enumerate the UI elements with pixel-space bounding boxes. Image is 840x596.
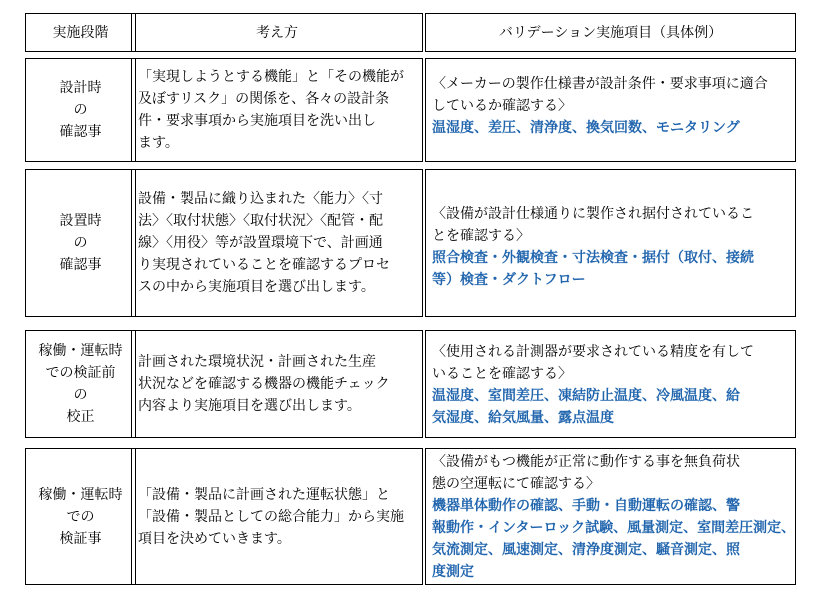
item-line: 気流測定、風速測定、清浄度測定、騒音測定、照 [432,542,740,558]
item-line: 温湿度、室間差圧、凍結防止温度、冷風温度、給 [432,388,740,404]
table-row-stage [25,448,136,585]
stage-line: 検証事 [59,530,102,547]
stage-line: での検証前 [45,365,116,381]
stage-line: 稼働・運転時 [38,486,123,503]
approach-line: 設備・製品に織り込まれた〈能力〉〈寸 [138,191,383,207]
table-row-approach [131,330,423,438]
stage-line: 確認事 [59,257,102,273]
approach-line: スの中から実施項目を選び出します。 [138,279,375,295]
stage-line: 校正 [66,409,95,425]
header-validation: バリデーション実施項目（具体例） [425,13,796,52]
approach-line: 状況などを確認する機器の機能チェック [138,376,390,392]
approach-line: 項目を決めていきます。 [138,530,291,547]
purpose-line: いることを確認する〉 [432,366,572,382]
table-row-validation [425,330,796,438]
stage-line: 設計時 [59,80,102,96]
approach-line: 件・要求事項から実施項目を洗い出し [138,113,376,129]
item-line: 等）検査・ダクトフロー [432,272,586,288]
table-row-stage [25,330,136,438]
purpose-line: 〈使用される計測器が要求されている精度を有して [432,344,754,360]
approach-line: 計画された環境状況・計画された生産 [138,354,376,370]
purpose-line: しているか確認する〉 [432,98,572,114]
item-line: 度測定 [432,564,474,580]
purpose-line: 態の空運転にて確認する〉 [432,476,600,492]
table-row-stage [25,169,136,317]
purpose-line: 〈設備が設計仕様通りに製作され据付されているこ [432,206,754,222]
approach-line: 内容より実施項目を選び出します。 [138,398,361,414]
item-line: 照合検査・外観検査・寸法検査・据付（取付、接続 [432,250,754,266]
purpose-line: とを確認する〉 [432,228,530,244]
table-row-approach [131,169,423,317]
stage-line: での [66,508,95,525]
table-row-stage [25,58,136,162]
stage-line: の [73,235,88,251]
stage-line: 確認事 [59,124,102,140]
approach-line: 線〉〈用役〉等が設置環境下で、計画通 [138,235,383,251]
approach-line: り実現されていることを確認するプロセ [138,257,390,273]
header-approach: 考え方 [131,13,423,52]
approach-line: 及ぼすリスク」の関係を、各々の設計条 [138,91,390,107]
table-row-validation [425,58,796,162]
purpose-line: 〈メーカーの製作仕様書が設計条件・要求事項に適合 [432,76,768,92]
stage-line: 設置時 [59,213,102,229]
approach-line: ます。 [138,135,179,151]
approach-line: 「実現しようとする機能」と「その機能が [138,69,404,85]
stage-line: 稼働・運転時 [38,343,123,359]
item-line: 温湿度、差圧、清浄度、換気回数、モニタリング [432,120,740,136]
stage-line: の [73,387,88,403]
purpose-line: 〈設備がもつ機能が正常に動作する事を無負荷状 [432,454,740,470]
approach-line: 「設備・製品に計画された運転状態」と [138,486,390,503]
item-line: 気湿度、給気風量、露点温度 [432,410,614,426]
table-row-approach [131,58,423,162]
item-line: 報動作・インターロック試験、風量測定、室間差圧測定、 [432,520,796,536]
approach-line: 法〉〈取付状態〉〈取付状況〉〈配管・配 [138,213,383,229]
table-row-validation [425,169,796,317]
table-row-approach [131,448,423,585]
approach-line: 「設備・製品としての総合能力」から実施 [138,508,404,525]
item-line: 機器単体動作の確認、手動・自動運転の確認、警 [432,498,740,514]
table-row-validation [425,448,796,585]
header-stage: 実施段階 [25,13,136,52]
stage-line: の [73,102,88,118]
